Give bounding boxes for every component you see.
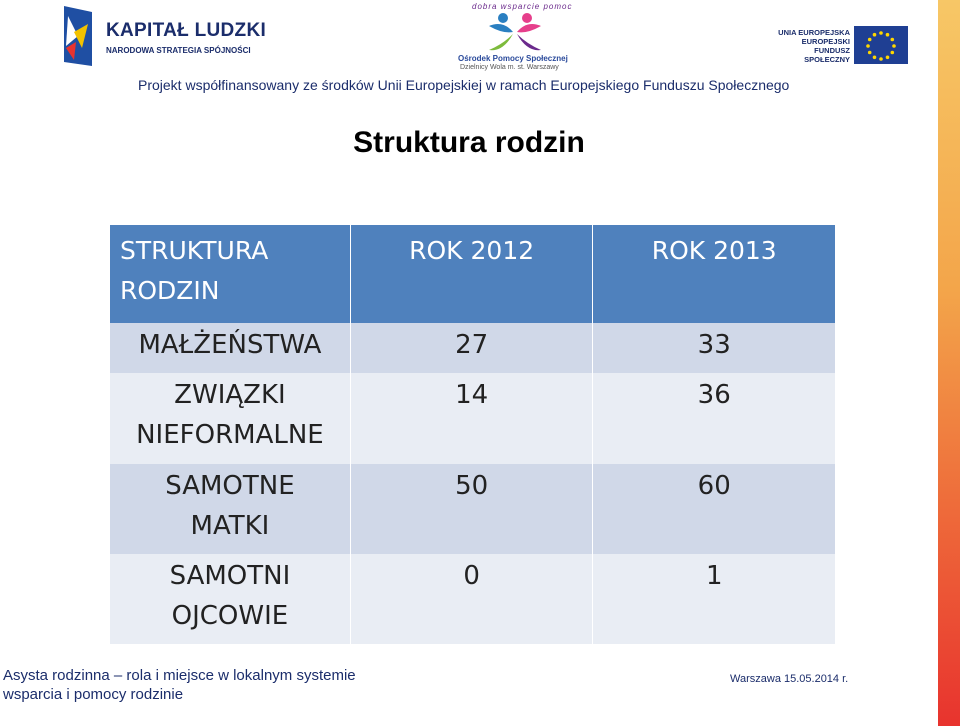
ops-name: Ośrodek Pomocy Społecznej (458, 54, 568, 63)
row-label-line2: OJCOWIE (171, 601, 289, 631)
ops-logo (440, 0, 590, 76)
ops-district: Dzielnicy Wola m. st. Warszawy (460, 64, 559, 71)
row-label (110, 373, 350, 464)
footer-line2: wsparcia i pomocy rodzinie (3, 686, 184, 703)
decorative-side-bar (938, 0, 960, 726)
row-label-line1: SAMOTNI (169, 561, 291, 591)
kapital-ludzki-title: KAPITAŁ LUDZKI (106, 20, 267, 41)
header-label-line2: RODZIN (120, 276, 220, 305)
table-row (110, 323, 835, 373)
kapital-ludzki-subtitle: NARODOWA STRATEGIA SPÓJNOŚCI (106, 46, 251, 55)
eu-flag-icon (854, 26, 908, 64)
value-2012: 0 (350, 554, 593, 644)
footer-project-title (3, 666, 356, 704)
table-row (110, 554, 835, 644)
header-year-2012: ROK 2012 (350, 225, 593, 323)
table-header-row (110, 225, 835, 323)
ops-arc-text: dobra wsparcie pomoc (472, 2, 573, 11)
row-label-line2: MATKI (190, 511, 270, 541)
value-2013: 1 (593, 554, 835, 644)
eu-logo (770, 22, 910, 70)
eu-text-line2: EUROPEJSKI (801, 37, 850, 46)
header-year-2013: ROK 2013 (593, 225, 835, 323)
row-label (110, 323, 350, 373)
kapital-ludzki-logo (58, 6, 267, 70)
footer-line1: Asysta rodzinna – rola i miejsce w lokalnym systemie (3, 667, 356, 684)
footer-date: Warszawa 15.05.2014 r. (730, 673, 849, 685)
header-structure-label (110, 225, 350, 323)
row-label (110, 554, 350, 644)
row-label-line1: MAŁŻEŃSTWA (138, 330, 322, 360)
value-2012: 14 (350, 373, 593, 464)
row-label-line1: ZWIĄZKI (174, 380, 286, 410)
family-structure-table (110, 225, 835, 644)
row-label-line2: NIEFORMALNE (136, 420, 324, 450)
value-2013: 36 (593, 373, 835, 464)
project-cofinancing-line: Projekt współfinansowany ze środków Unii Europejskiej w ramach Europejskiego Funduszu Społecznego (138, 77, 790, 93)
row-label (110, 464, 350, 554)
kapital-ludzki-emblem-icon (58, 6, 98, 68)
ops-people-icon (475, 10, 555, 54)
value-2012: 27 (350, 323, 593, 373)
eu-text (770, 28, 850, 64)
row-label-line1: SAMOTNE (165, 471, 295, 501)
page-title: Struktura rodzin (353, 126, 585, 159)
header-label-line1: STRUKTURA (120, 236, 269, 265)
value-2013: 33 (593, 323, 835, 373)
value-2012: 50 (350, 464, 593, 554)
value-2013: 60 (593, 464, 835, 554)
table-row (110, 373, 835, 464)
table-row (110, 464, 835, 554)
eu-text-line3: FUNDUSZ SPOŁECZNY (804, 46, 850, 64)
eu-text-line1: UNIA EUROPEJSKA (778, 28, 850, 37)
